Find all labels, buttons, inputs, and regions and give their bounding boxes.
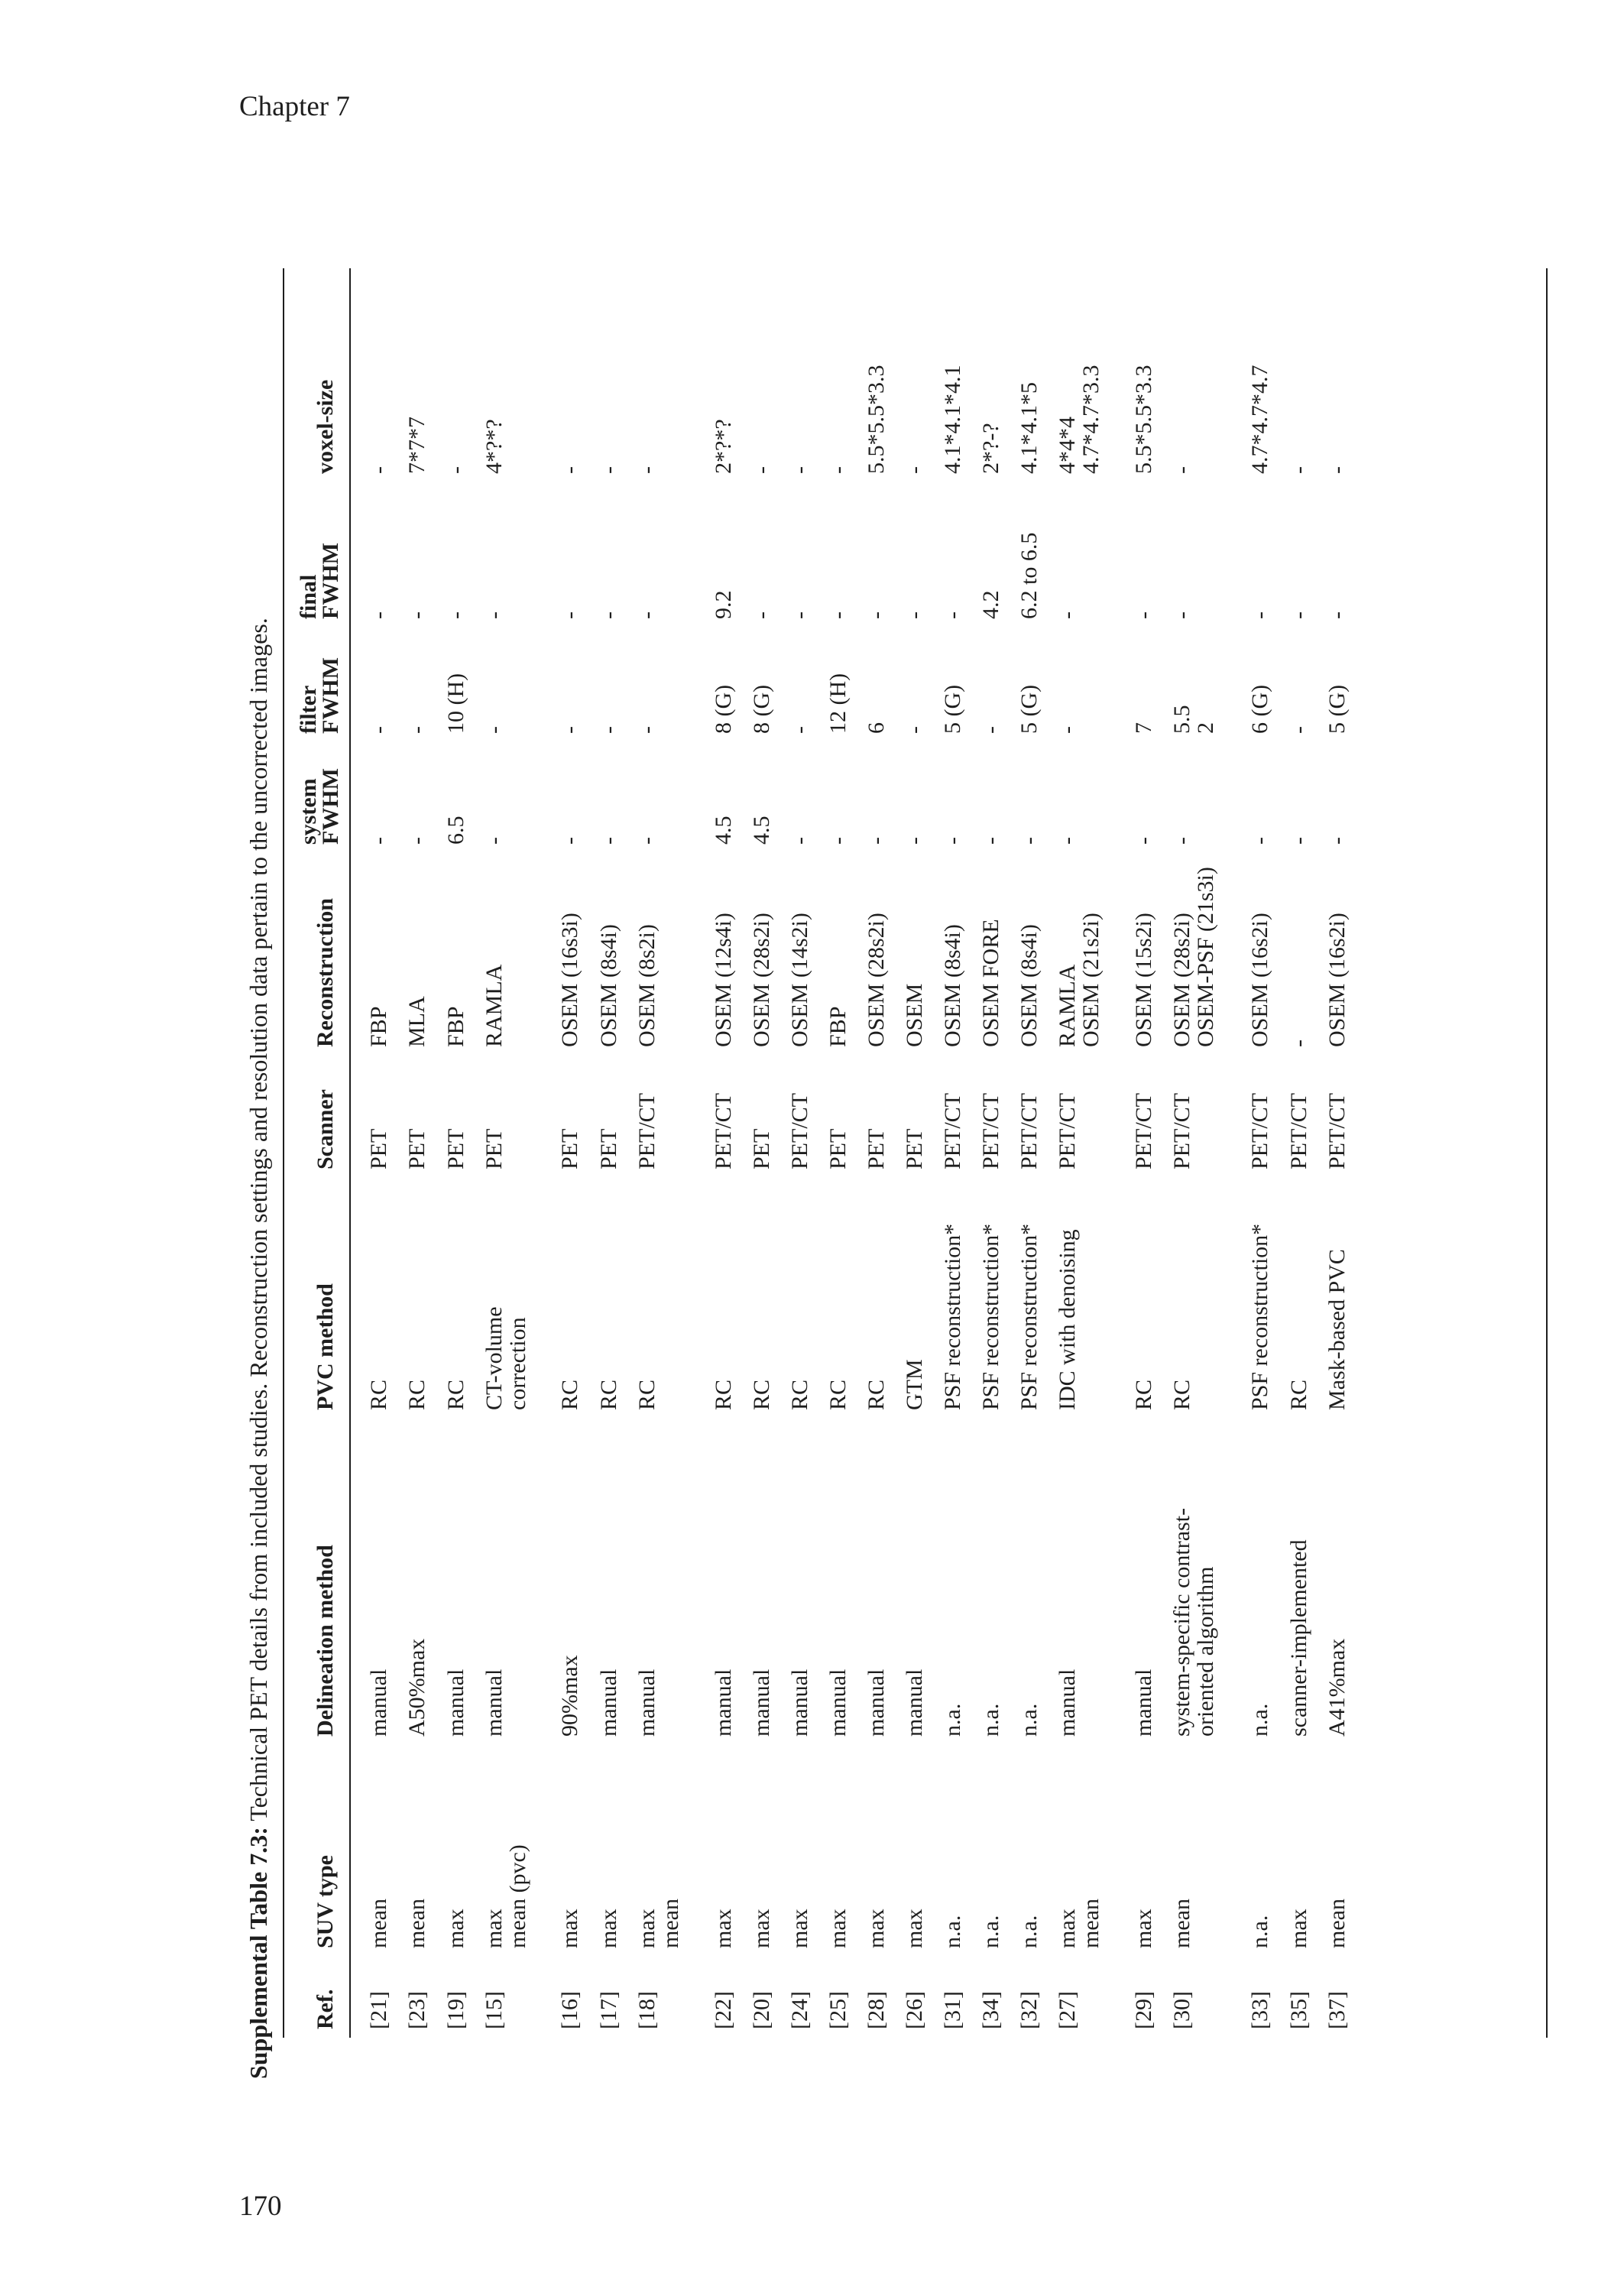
cell-filter-fwhm: - [634, 726, 660, 734]
chapter-heading: Chapter 7 [239, 91, 350, 122]
cell-final-fwhm: - [940, 611, 965, 619]
cell-pvc-method: RC [596, 1379, 621, 1410]
cell-system-fwhm: - [825, 837, 851, 845]
cell-scanner: PET [404, 1128, 430, 1169]
cell-reconstruction: OSEM (21s2i) [1078, 913, 1104, 1047]
cell-final-fwhm: 4.2 [978, 590, 1003, 619]
cell-voxel-size: - [787, 466, 812, 474]
cell-final-fwhm: - [443, 611, 468, 619]
cell-voxel-size: - [749, 466, 774, 474]
cell-filter-fwhm: 5 (G) [1324, 684, 1350, 734]
cell-scanner: PET [557, 1128, 582, 1169]
cell-voxel-size: 4.7*4.7*3.3 [1078, 365, 1104, 474]
cell-delineation: manual [825, 1669, 851, 1737]
cell-ref: [16] [557, 1991, 582, 2029]
cell-system-fwhm: - [1131, 837, 1156, 845]
cell-ref: [24] [787, 1991, 812, 2029]
header-pvc: PVC method [313, 1283, 338, 1410]
cell-ref: [17] [596, 1991, 621, 2029]
cell-pvc-method: Mask-based PVC [1324, 1249, 1350, 1410]
cell-ref: [35] [1286, 1991, 1311, 2029]
cell-reconstruction: OSEM (15s2i) [1131, 913, 1156, 1047]
cell-voxel-size: 4.7*4.7*4.7 [1247, 365, 1272, 474]
cell-voxel-size: 5.5*5.5*3.3 [864, 365, 889, 474]
cell-reconstruction: OSEM (28s2i) [864, 913, 889, 1047]
cell-voxel-size: - [1324, 466, 1350, 474]
cell-delineation: manual [787, 1669, 812, 1737]
cell-voxel-size: - [1286, 466, 1311, 474]
cell-filter-fwhm: - [978, 726, 1003, 734]
table-caption [245, 618, 273, 2079]
cell-filter-fwhm: 8 (G) [711, 684, 736, 734]
cell-pvc-method: RC [404, 1379, 430, 1410]
cell-ref: [25] [825, 1991, 851, 2029]
cell-pvc-method: RC [443, 1379, 468, 1410]
cell-suv-type: max [864, 1909, 889, 1948]
cell-delineation: manual [902, 1669, 927, 1737]
cell-system-fwhm: 4.5 [711, 816, 736, 845]
cell-filter-fwhm: 2 [1193, 722, 1218, 734]
cell-final-fwhm: - [825, 611, 851, 619]
cell-suv-type: max [557, 1909, 582, 1948]
cell-delineation: A41%max [1324, 1638, 1350, 1737]
cell-pvc-method: GTM [902, 1359, 927, 1410]
cell-system-fwhm: 6.5 [443, 816, 468, 845]
cell-ref: [21] [366, 1991, 391, 2029]
cell-scanner: PET/CT [1247, 1092, 1272, 1169]
cell-filter-fwhm: 6 (G) [1247, 684, 1272, 734]
cell-ref: [34] [978, 1991, 1003, 2029]
cell-suv-type: n.a. [978, 1915, 1003, 1948]
cell-reconstruction: OSEM [902, 983, 927, 1047]
cell-final-fwhm: - [864, 611, 889, 619]
header-system-fwhm-1: system [296, 778, 321, 845]
cell-pvc-method: PSF reconstruction* [1247, 1223, 1272, 1410]
header-reconstruction: Reconstruction [313, 898, 338, 1047]
cell-system-fwhm: - [481, 837, 507, 845]
header-suv-type: SUV type [313, 1855, 338, 1948]
cell-delineation: manual [711, 1669, 736, 1737]
cell-suv-type: n.a. [1247, 1915, 1272, 1948]
cell-ref: [37] [1324, 1991, 1350, 2029]
cell-filter-fwhm: - [1055, 726, 1080, 734]
cell-pvc-method: PSF reconstruction* [978, 1223, 1003, 1410]
header-ref: Ref. [313, 1989, 338, 2029]
cell-suv-type: mean [658, 1899, 683, 1948]
cell-reconstruction: RAMLA [481, 964, 507, 1047]
cell-scanner: PET [481, 1128, 507, 1169]
caption-text: Technical PET details from included studies. Reconstruction settings and resolution data pertain to the uncorrected images. [245, 618, 272, 1828]
cell-pvc-method: RC [1169, 1379, 1194, 1410]
cell-voxel-size: 4*?*? [481, 419, 507, 474]
cell-delineation: n.a. [1247, 1703, 1272, 1737]
cell-ref: [22] [711, 1991, 736, 2029]
cell-pvc-method: correction [505, 1317, 530, 1410]
cell-ref: [15] [481, 1991, 507, 2029]
cell-system-fwhm: - [1286, 837, 1311, 845]
cell-delineation: n.a. [978, 1703, 1003, 1737]
cell-pvc-method: IDC with denoising [1055, 1229, 1080, 1410]
cell-pvc-method: RC [749, 1379, 774, 1410]
cell-reconstruction: RAMLA [1055, 964, 1080, 1047]
cell-scanner: PET [749, 1128, 774, 1169]
cell-ref: [18] [634, 1991, 660, 2029]
cell-scanner: PET/CT [1286, 1092, 1311, 1169]
cell-final-fwhm: - [596, 611, 621, 619]
cell-scanner: PET [596, 1128, 621, 1169]
cell-reconstruction: OSEM-PSF (21s3i) [1193, 867, 1218, 1047]
cell-system-fwhm: - [1016, 837, 1042, 845]
cell-ref: [20] [749, 1991, 774, 2029]
cell-scanner: PET/CT [1016, 1092, 1042, 1169]
cell-voxel-size: 2*?-? [978, 423, 1003, 474]
cell-filter-fwhm: 7 [1131, 722, 1156, 734]
cell-pvc-method: RC [634, 1379, 660, 1410]
cell-voxel-size: - [902, 466, 927, 474]
cell-reconstruction: OSEM (8s4i) [1016, 924, 1042, 1047]
cell-reconstruction: - [1286, 1039, 1311, 1047]
cell-pvc-method: CT-volume [481, 1306, 507, 1410]
cell-system-fwhm: - [366, 837, 391, 845]
header-delineation: Delineation method [313, 1545, 338, 1737]
table-top-rule [283, 268, 284, 2038]
cell-final-fwhm: - [404, 611, 430, 619]
cell-system-fwhm: 4.5 [749, 816, 774, 845]
cell-pvc-method: PSF reconstruction* [940, 1223, 965, 1410]
cell-delineation: scanner-implemented [1286, 1539, 1311, 1737]
cell-suv-type: max [1286, 1909, 1311, 1948]
cell-pvc-method: RC [557, 1379, 582, 1410]
cell-pvc-method: RC [864, 1379, 889, 1410]
cell-delineation: manual [749, 1669, 774, 1737]
cell-system-fwhm: - [1324, 837, 1350, 845]
cell-suv-type: mean [1324, 1899, 1350, 1948]
cell-final-fwhm: - [1247, 611, 1272, 619]
cell-scanner: PET/CT [634, 1092, 660, 1169]
cell-system-fwhm: - [404, 837, 430, 845]
cell-reconstruction: OSEM (28s2i) [749, 913, 774, 1047]
cell-final-fwhm: - [1169, 611, 1194, 619]
page-number: 170 [239, 2191, 282, 2222]
cell-system-fwhm: - [596, 837, 621, 845]
cell-pvc-method: RC [787, 1379, 812, 1410]
cell-filter-fwhm: - [557, 726, 582, 734]
cell-scanner: PET/CT [1324, 1092, 1350, 1169]
cell-ref: [28] [864, 1991, 889, 2029]
cell-ref: [27] [1055, 1991, 1080, 2029]
cell-suv-type: max [902, 1909, 927, 1948]
cell-voxel-size: - [443, 466, 468, 474]
cell-scanner: PET/CT [1055, 1092, 1080, 1169]
cell-system-fwhm: - [1247, 837, 1272, 845]
cell-voxel-size: 4*4*4 [1055, 417, 1080, 474]
cell-final-fwhm: 6.2 to 6.5 [1016, 532, 1042, 619]
cell-final-fwhm: - [481, 611, 507, 619]
cell-final-fwhm: - [1324, 611, 1350, 619]
table-header-rule [349, 268, 351, 2038]
cell-reconstruction: FBP [366, 1006, 391, 1047]
cell-suv-type: n.a. [940, 1915, 965, 1948]
cell-suv-type: max [787, 1909, 812, 1948]
cell-scanner: PET [864, 1128, 889, 1169]
cell-suv-type: max [749, 1909, 774, 1948]
cell-final-fwhm: - [1131, 611, 1156, 619]
cell-pvc-method: RC [366, 1379, 391, 1410]
cell-pvc-method: RC [711, 1379, 736, 1410]
cell-reconstruction: OSEM (8s2i) [634, 924, 660, 1047]
cell-voxel-size: 5.5*5.5*3.3 [1131, 365, 1156, 474]
cell-filter-fwhm: 5 (G) [940, 684, 965, 734]
cell-scanner: PET/CT [1169, 1092, 1194, 1169]
cell-delineation: manual [1131, 1669, 1156, 1737]
cell-suv-type: n.a. [1016, 1915, 1042, 1948]
cell-delineation: manual [366, 1669, 391, 1737]
cell-final-fwhm: - [634, 611, 660, 619]
cell-system-fwhm: - [864, 837, 889, 845]
cell-ref: [31] [940, 1991, 965, 2029]
cell-voxel-size: - [1169, 466, 1194, 474]
rotated-table [237, 214, 1567, 2079]
cell-delineation: manual [443, 1669, 468, 1737]
cell-reconstruction: OSEM (16s3i) [557, 913, 582, 1047]
cell-filter-fwhm: - [366, 726, 391, 734]
cell-delineation: manual [596, 1669, 621, 1737]
cell-delineation: manual [1055, 1669, 1080, 1737]
cell-system-fwhm: - [557, 837, 582, 845]
cell-reconstruction: OSEM FORE [978, 919, 1003, 1047]
cell-ref: [23] [404, 1991, 430, 2029]
cell-filter-fwhm: - [481, 726, 507, 734]
cell-scanner: PET [443, 1128, 468, 1169]
cell-delineation: manual [481, 1669, 507, 1737]
cell-delineation: n.a. [1016, 1703, 1042, 1737]
table-bottom-rule [1546, 268, 1548, 2038]
cell-delineation: manual [634, 1669, 660, 1737]
cell-reconstruction: OSEM (8s4i) [596, 924, 621, 1047]
header-final-fwhm-2: FWHM [318, 543, 343, 619]
cell-system-fwhm: - [940, 837, 965, 845]
cell-voxel-size: 2*?*? [711, 419, 736, 474]
cell-filter-fwhm: 5 (G) [1016, 684, 1042, 734]
header-filter-fwhm-1: filter [296, 685, 321, 734]
cell-scanner: PET/CT [1131, 1092, 1156, 1169]
cell-ref: [30] [1169, 1991, 1194, 2029]
header-voxel-size: voxel-size [313, 379, 338, 474]
cell-reconstruction: OSEM (16s2i) [1247, 913, 1272, 1047]
cell-pvc-method: PSF reconstruction* [1016, 1223, 1042, 1410]
cell-voxel-size: 4.1*4.1*5 [1016, 382, 1042, 474]
header-scanner: Scanner [313, 1089, 338, 1169]
header-system-fwhm-2: FWHM [318, 768, 343, 845]
cell-suv-type: max [443, 1909, 468, 1948]
cell-filter-fwhm: - [902, 726, 927, 734]
cell-pvc-method: RC [825, 1379, 851, 1410]
cell-delineation: A50%max [404, 1638, 430, 1737]
header-final-fwhm-1: final [296, 574, 321, 619]
cell-final-fwhm: - [787, 611, 812, 619]
cell-suv-type: mean [1078, 1899, 1104, 1948]
cell-filter-fwhm: 12 (H) [825, 673, 851, 734]
cell-suv-type: mean (pvc) [505, 1844, 530, 1948]
cell-ref: [33] [1247, 1991, 1272, 2029]
cell-filter-fwhm: 8 (G) [749, 684, 774, 734]
cell-scanner: PET/CT [787, 1092, 812, 1169]
cell-filter-fwhm: 10 (H) [443, 673, 468, 734]
cell-delineation: n.a. [940, 1703, 965, 1737]
cell-suv-type: max [1055, 1909, 1080, 1948]
cell-delineation: 90%max [557, 1655, 582, 1737]
cell-ref: [29] [1131, 1991, 1156, 2029]
cell-ref: [32] [1016, 1991, 1042, 2029]
cell-filter-fwhm: - [596, 726, 621, 734]
cell-voxel-size: 4.1*4.1*4.1 [940, 365, 965, 474]
cell-suv-type: mean [1169, 1899, 1194, 1948]
cell-voxel-size: - [825, 466, 851, 474]
cell-system-fwhm: - [902, 837, 927, 845]
cell-scanner: PET [902, 1128, 927, 1169]
cell-pvc-method: RC [1286, 1379, 1311, 1410]
cell-reconstruction: OSEM (16s2i) [1324, 913, 1350, 1047]
cell-filter-fwhm: 5.5 [1169, 705, 1194, 734]
cell-suv-type: max [481, 1909, 507, 1948]
cell-scanner: PET [366, 1128, 391, 1169]
cell-scanner: PET/CT [940, 1092, 965, 1169]
cell-final-fwhm: - [557, 611, 582, 619]
cell-scanner: PET [825, 1128, 851, 1169]
cell-suv-type: max [711, 1909, 736, 1948]
cell-scanner: PET/CT [978, 1092, 1003, 1169]
cell-suv-type: max [825, 1909, 851, 1948]
cell-scanner: PET/CT [711, 1092, 736, 1169]
cell-suv-type: mean [366, 1899, 391, 1948]
cell-system-fwhm: - [634, 837, 660, 845]
cell-suv-type: max [596, 1909, 621, 1948]
cell-ref: [26] [902, 1991, 927, 2029]
cell-system-fwhm: - [1055, 837, 1080, 845]
cell-filter-fwhm: - [404, 726, 430, 734]
cell-reconstruction: OSEM (8s4i) [940, 924, 965, 1047]
cell-reconstruction: FBP [443, 1006, 468, 1047]
cell-delineation: system-specific contrast- [1169, 1507, 1194, 1737]
header-filter-fwhm-2: FWHM [318, 657, 343, 734]
cell-delineation: manual [864, 1669, 889, 1737]
cell-final-fwhm: - [902, 611, 927, 619]
cell-system-fwhm: - [787, 837, 812, 845]
cell-reconstruction: OSEM (28s2i) [1169, 913, 1194, 1047]
cell-reconstruction: OSEM (12s4i) [711, 913, 736, 1047]
cell-final-fwhm: - [1286, 611, 1311, 619]
cell-voxel-size: - [634, 466, 660, 474]
cell-final-fwhm: - [749, 611, 774, 619]
cell-filter-fwhm: - [787, 726, 812, 734]
cell-final-fwhm: - [1055, 611, 1080, 619]
cell-filter-fwhm: - [1286, 726, 1311, 734]
cell-voxel-size: - [366, 466, 391, 474]
caption-label: Supplemental Table 7.3: [245, 1827, 272, 2079]
cell-system-fwhm: - [1169, 837, 1194, 845]
cell-filter-fwhm: 6 [864, 722, 889, 734]
cell-reconstruction: OSEM (14s2i) [787, 913, 812, 1047]
cell-pvc-method: RC [1131, 1379, 1156, 1410]
cell-suv-type: max [634, 1909, 660, 1948]
cell-final-fwhm: - [366, 611, 391, 619]
cell-voxel-size: - [557, 466, 582, 474]
cell-voxel-size: 7*7*7 [404, 417, 430, 474]
cell-reconstruction: MLA [404, 996, 430, 1047]
cell-ref: [19] [443, 1991, 468, 2029]
cell-system-fwhm: - [978, 837, 1003, 845]
cell-voxel-size: - [596, 466, 621, 474]
cell-suv-type: mean [404, 1899, 430, 1948]
cell-final-fwhm: 9.2 [711, 590, 736, 619]
cell-reconstruction: FBP [825, 1006, 851, 1047]
cell-suv-type: max [1131, 1909, 1156, 1948]
cell-delineation: oriented algorithm [1193, 1566, 1218, 1737]
